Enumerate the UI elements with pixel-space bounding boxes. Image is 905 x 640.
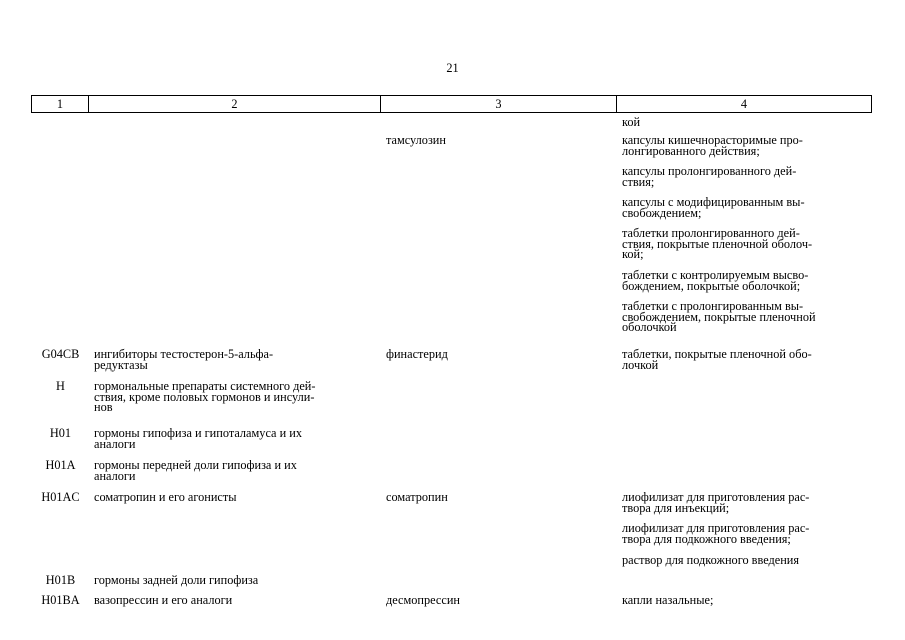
column-header-2: 2 [89,96,381,112]
row-16-name: вазопрессин и его аналоги [94,593,233,607]
row-15-name: гормоны задней доли гипофиза [94,573,259,587]
row-2-inn: тамсулозин [386,133,446,147]
row-14-form: раствор для подкожного введения [622,553,800,567]
row-12-form: лиофилизат для приготовления рас- твора для инъекций; [622,490,810,515]
row-11-name: гормоны передней доли гипофиза и их аналоги [94,458,297,483]
column-header-3: 3 [381,96,617,112]
row-10-name: гормоны гипофиза и гипоталамуса и их аналоги [94,426,302,451]
row-11-code: H01A [45,458,76,472]
page-number: 21 [446,61,459,75]
row-12-inn: соматропин [386,490,448,504]
row-9-name: гормональные препараты системного дей- ствия, кроме половых гормонов и инсули- нов [94,379,316,414]
row-16-code: H01BA [41,593,80,607]
row-7-form: таблетки с пролонгированным вы- свобождением, покрытые пленочной оболочкой [622,299,816,334]
column-header-1: 1 [32,96,89,112]
row-8-inn: финастерид [386,347,448,361]
row-8-name: ингибиторы тестостерон-5-альфа- редуктазы [94,347,274,372]
row-12-name: соматропин и его агонисты [94,490,237,504]
table-header [31,95,872,113]
row-13-form: лиофилизат для приготовления рас- твора для подкожного введения; [622,521,810,546]
column-header-4: 4 [740,97,748,111]
row-15-code: H01B [45,573,76,587]
row-9-code: H [56,379,65,393]
row-5-form: таблетки пролонгированного дей- ствия, покрытые пленочной оболоч- кой; [622,226,813,261]
row-1-form: кой [622,115,641,129]
row-16-inn: десмопрессин [386,593,460,607]
row-2-form: капсулы кишечнорасторимые про- лонгированного действия; [622,133,803,158]
row-8-form: таблетки, покрытые пленочной обо- лочкой [622,347,812,372]
row-3-form: капсулы пролонгированного дей- ствия; [622,164,797,189]
row-6-form: таблетки с контролируемым высво- бождением, покрытые оболочкой; [622,268,809,293]
row-16-form: капли назальные; [622,593,714,607]
row-4-form: капсулы с модифицированным вы- свобождением; [622,195,805,220]
row-12-code: H01AC [41,490,80,504]
row-8-code: G04CB [41,347,80,361]
row-10-code: H01 [49,426,72,440]
